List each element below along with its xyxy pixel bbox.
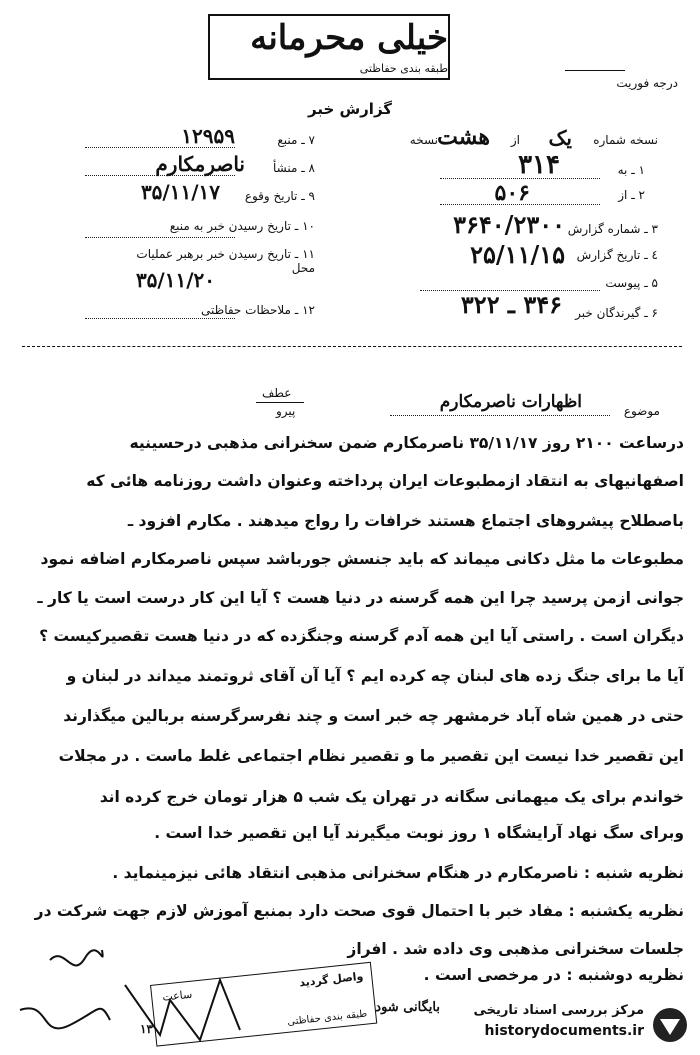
reference-code: ۱۳ [140,1022,153,1036]
ref-previous-label: پیرو [276,404,296,418]
field-from-label: ۲ ـ از [618,188,645,202]
recipients-label: ۶ ـ گیرندگان خبر [575,306,658,320]
attachment-label: ۵ ـ پیوست [605,276,658,290]
ops-receipt-date-value: ۳۵/۱۱/۲۰ [135,268,215,292]
body-line: درساعت ۲۱۰۰ روز ۳۵/۱۱/۱۷ ناصرمکارم ضمن سخنرانی مذهبی درحسینیه [129,434,684,452]
origin-value: ناصرمکارم [155,152,245,176]
copy-suffix-label: نسخه [409,133,438,147]
ref-followup-label: عطف [262,386,292,400]
field-to-label: ۱ ـ به [617,163,645,177]
ref-divider [256,402,304,403]
subject-value: اظهارات ناصرمکارم [439,392,582,412]
opinion-sunday-cont: جلسات سخنرانی مذهبی وی داده شد . افراز [347,940,684,958]
source-value: ۱۲۹۵۹ [181,124,235,148]
origin-line [85,175,235,176]
watermark-line-1: مرکز بررسی اسناد تاریخی [473,1003,644,1018]
source-label: ۷ ـ منبع [277,133,315,147]
stamp-title: خیلی محرمانه [250,18,448,58]
handwritten-note: بایگانی شود [375,1000,440,1015]
field-to-value: ۳۱۴ [518,150,560,180]
receipt-stamp-text: واصل گردید [298,969,364,990]
field-from-line [440,204,600,205]
body-line: خواندم برای یک میهمانی سگانه در تهران یک شب ۵ هزار تومان خرج کرده اند [99,788,684,806]
recipients-value: ۳۴۶ ـ ۳۲۲ [460,290,562,319]
copy-number-value: یک [548,126,572,150]
security-notes-line [85,318,235,319]
origin-label: ۸ ـ منشأ [272,161,315,175]
report-number-label: ۳ ـ شماره گزارش [567,222,658,236]
field-from-value: ۵۰۶ [494,180,530,206]
field-to-line [440,178,600,179]
subject-label: موضوع [623,404,660,418]
source-receipt-line [85,237,235,238]
stamp-subtitle: طبقه بندی حفاظتی [359,62,448,75]
opinion-monday: نظریه دوشنبه : در مرخصی است . [423,966,684,984]
occurrence-date-label: ۹ ـ تاریخ وقوع [244,189,315,203]
source-line [85,147,235,148]
watermark-line-2: historydocuments.ir [484,1023,644,1039]
archive-watermark [432,1001,692,1049]
body-line: این تقصیر خدا نیست این تقصیر ما و تقصیر نظام اجتماعی غلط ماست . در مجلات [58,747,684,765]
body-line: آیا ما برای جنگ زده های لبنان چه کرده ایم ؟ آیا آن آقای ثروتمند میداند در لبنان و [66,667,684,685]
opinion-saturday: نظریه شنبه : ناصرمکارم در هنگام سخنرانی مذهبی انتقاد هائی نیزمینماید . [112,864,684,882]
ops-receipt-date-label: ۱۱ ـ تاریخ رسیدن خبر برهبر عملیات محل [136,247,315,275]
report-title: گزارش خبر [307,100,393,118]
archive-logo-icon [650,1005,690,1045]
report-number-value: ۳۶۴۰/۲۳۰۰ [453,210,565,239]
receipt-stamp-classification: طبقه بندی حفاظتی [286,1008,368,1028]
body-line: مطبوعات ما مثل دکانی میماند که باید جنسش جورباشد سپس ناصرمکارم اضافه نمود [40,550,684,568]
security-notes-label: ۱۲ ـ ملاحظات حفاظتی [201,303,315,317]
body-line: حتی در همین شاه آباد خرمشهر چه خبر است و چند نفرسرگرسنه بربالین میگذارند [63,707,684,725]
body-line: باصطلاح پیشروهای اجتماع هستند خرافات را رواج میدهند . مکارم افزود ـ [127,512,684,530]
body-line: وبرای سگ نهاد آرایشگاه ۱ روز نوبت میگیرند آیا این تقصیر خدا است . [154,824,684,842]
priority-label: درجه فوریت [616,76,678,90]
report-date-label: ٤ ـ تاریخ گزارش [576,248,658,262]
report-date-value: ۲۵/۱۱/۱۵ [470,240,565,269]
body-line: اصفهانیهای به انتقاد ازمطبوعات ایران پرداخته وعنوان داشت روزنامه هائی که [86,472,684,490]
copy-total-value: هشت [437,124,490,150]
occurrence-date-value: ۳۵/۱۱/۱۷ [140,180,220,204]
copy-from-label: از [510,133,520,147]
classification-stamp [208,14,450,80]
body-line: دیگران است . راستی آیا این همه آدم گرسنه وجنگزده که در دنیا هست تقصیرکیست ؟ [39,627,684,645]
copy-number-label: نسخه شماره [593,133,658,147]
opinion-sunday: نظریه یکشنبه : مفاد خبر با احتمال قوی صحت دارد بمنبع آموزش لازم جهت شرکت در [34,902,684,920]
receipt-stamp-time: ساعت [161,987,193,1004]
subject-line [390,415,610,416]
source-receipt-date-label: ۱۰ ـ تاریخ رسیدن خبر به منبع [169,219,315,233]
section-divider [22,346,682,347]
body-line: جوانی ازمن پرسید چرا این همه گرسنه در دنیا هست ؟ آیا این کار درست است یا کار ـ [37,589,684,607]
priority-underline [565,70,625,71]
